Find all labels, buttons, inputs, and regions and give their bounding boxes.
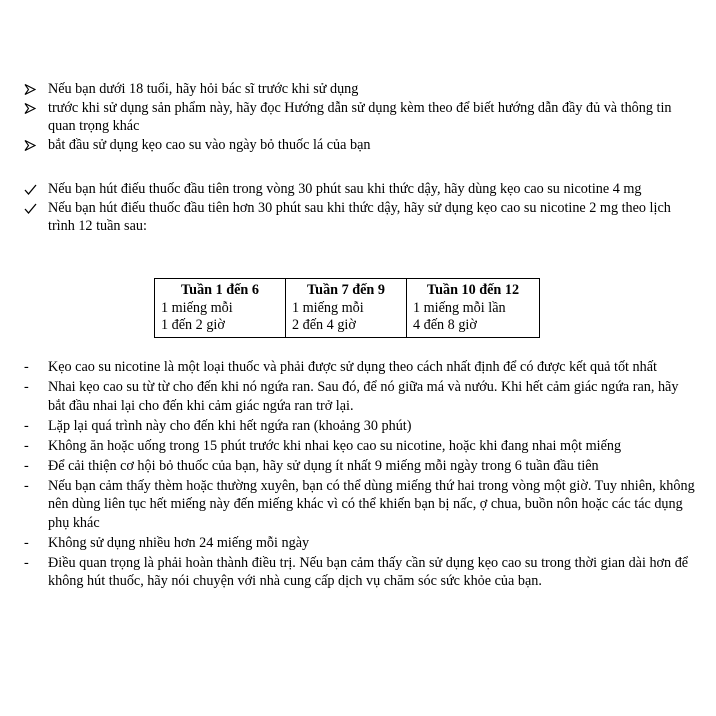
list-item bbox=[0, 417, 716, 436]
arrow-bullet-icon bbox=[24, 99, 42, 114]
list-item-text: Nhai kẹo cao su từ từ cho đến khi nó ngứa ran. Sau đó, để nó giữa má và nướu. Khi hết cảm giác ngứa ran, hãy bắt đầu nhai lại cho đến khi cảm giác ngứa ran trở lại. bbox=[48, 379, 679, 414]
list-item bbox=[0, 199, 716, 236]
list-item-text: bắt đầu sử dụng kẹo cao su vào ngày bỏ thuốc lá của bạn bbox=[48, 136, 371, 153]
table-cell bbox=[155, 279, 286, 338]
dash-bullet: - bbox=[24, 457, 29, 474]
dash-bullet: - bbox=[24, 477, 29, 494]
list-item bbox=[0, 457, 716, 476]
column-header: Tuần 10 đến 12 bbox=[426, 282, 520, 298]
dash-bullet: - bbox=[24, 359, 29, 375]
column-header: Tuần 7 đến 9 bbox=[307, 282, 385, 298]
list-item-text: Kẹo cao su nicotine là một loại thuốc và phải được sử dụng theo cách nhất định để có được kết quả tốt nhất bbox=[48, 359, 657, 375]
list-item-text: Nếu bạn hút điếu thuốc đầu tiên hơn 30 phút sau khi thức dậy, hãy sử dụng kẹo cao su nicotine 2 mg theo lịch trình 12 tuần sau: bbox=[48, 199, 671, 234]
check-bullet-icon bbox=[24, 180, 42, 195]
list-item-text: trước khi sử dụng sản phẩm này, hãy đọc Hướng dẫn sử dụng kèm theo để biết hướng dẫn đầy đủ và thông tin quan trọng khác bbox=[48, 99, 672, 134]
list-item bbox=[0, 136, 716, 155]
dash-bullet: - bbox=[24, 554, 29, 571]
cell-line: 4 đến 8 giờ bbox=[413, 316, 477, 333]
dash-bullet: - bbox=[24, 534, 29, 551]
cell-line: 1 miếng mỗi bbox=[161, 299, 233, 316]
arrow-bullet-icon bbox=[24, 80, 42, 95]
column-header: Tuần 1 đến 6 bbox=[181, 282, 259, 298]
cell-line: 1 đến 2 giờ bbox=[161, 316, 225, 333]
dash-bullet: - bbox=[24, 417, 29, 434]
list-item-text: Điều quan trọng là phải hoàn thành điều trị. Nếu bạn cảm thấy cần sử dụng kẹo cao su trong thời gian dài hơn để không hút thuốc, hãy nói chuyện với nhà cung cấp dịch vụ chăm sóc sức khỏe của bạn. bbox=[48, 554, 689, 589]
list-item bbox=[0, 378, 716, 415]
list-item bbox=[0, 437, 716, 456]
table-cell bbox=[286, 279, 407, 338]
schedule-table-wrapper bbox=[154, 278, 540, 338]
check-bullet-list bbox=[0, 180, 716, 236]
arrow-bullet-icon bbox=[24, 136, 42, 151]
cell-line: 1 miếng mỗi bbox=[292, 299, 364, 316]
list-item bbox=[0, 534, 716, 553]
schedule-table bbox=[154, 278, 540, 338]
dash-bullet: - bbox=[24, 437, 29, 454]
list-item bbox=[0, 477, 716, 533]
list-item-text: Không ăn hoặc uống trong 15 phút trước khi nhai kẹo cao su nicotine, hoặc khi đang nhai một miếng bbox=[48, 437, 622, 454]
cell-line: 1 miếng mỗi lần bbox=[413, 299, 506, 316]
list-item-text: Nếu bạn hút điếu thuốc đầu tiên trong vòng 30 phút sau khi thức dậy, hãy dùng kẹo cao su nicotine 4 mg bbox=[48, 181, 642, 197]
list-item-text: Lặp lại quá trình này cho đến khi hết ngứa ran (khoảng 30 phút) bbox=[48, 417, 412, 434]
table-cell bbox=[407, 279, 540, 338]
list-item-text: Nếu bạn cảm thấy thèm hoặc thường xuyên, bạn có thể dùng miếng thứ hai trong vòng một giờ. Tuy nhiên, không nên dùng liên tục hết miếng này đến miếng khác vì có thể khiến bạn bị nấc, ợ chua, buồn nôn hoặc các tác dụng phụ khác bbox=[48, 477, 695, 531]
list-item bbox=[0, 180, 716, 199]
dash-bullet-list bbox=[0, 358, 716, 592]
list-item bbox=[0, 99, 716, 136]
arrow-bullet-list bbox=[0, 80, 716, 154]
dash-bullet: - bbox=[24, 379, 29, 395]
table-row bbox=[155, 279, 540, 338]
list-item-text: Không sử dụng nhiều hơn 24 miếng mỗi ngày bbox=[48, 534, 310, 551]
list-item bbox=[0, 80, 716, 99]
check-bullet-icon bbox=[24, 199, 42, 214]
list-item bbox=[0, 554, 716, 591]
cell-line: 2 đến 4 giờ bbox=[292, 316, 356, 333]
list-item-text: Để cải thiện cơ hội bỏ thuốc của bạn, hãy sử dụng ít nhất 9 miếng mỗi ngày trong 6 tuần đầu tiên bbox=[48, 457, 599, 474]
list-item bbox=[0, 358, 716, 377]
list-item-text: Nếu bạn dưới 18 tuổi, hãy hỏi bác sĩ trước khi sử dụng bbox=[48, 81, 359, 97]
